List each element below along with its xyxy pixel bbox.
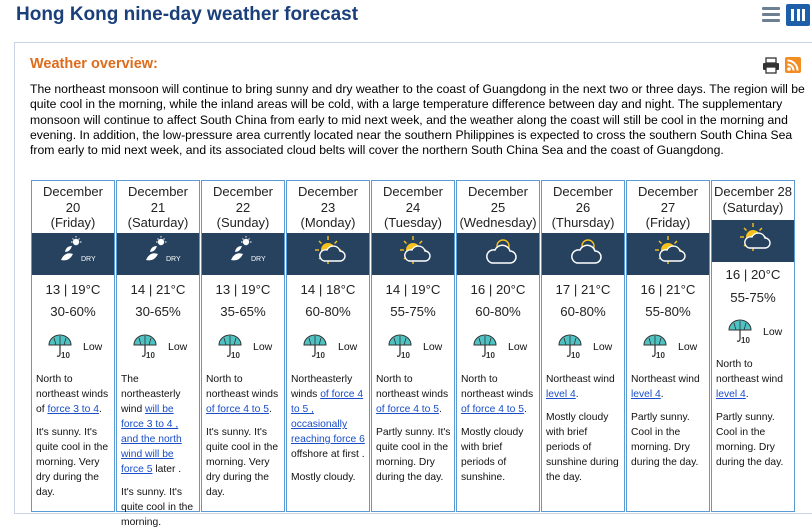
wind-text: The northeasterly wind	[121, 374, 181, 415]
uv-umbrella-icon	[471, 333, 505, 359]
date-weekday: (Thursday)	[551, 215, 615, 230]
humidity-range: 55-75%	[390, 304, 436, 319]
weather-description: Partly sunny. Cool in the morning. Dry during the day.	[716, 412, 784, 468]
wind-force-link[interactable]: of force 4 to 5 , occasionally reaching force 6	[291, 389, 365, 445]
svg-text:10: 10	[486, 351, 495, 360]
svg-text:DRY: DRY	[251, 256, 266, 263]
cloudy-sunny-icon	[542, 233, 624, 275]
sunny-periods-icon	[712, 220, 794, 262]
date-month: December	[383, 184, 443, 199]
sunny-periods-icon	[627, 233, 709, 275]
date-day: 23	[320, 199, 336, 215]
page-title: Hong Kong nine-day weather forecast	[16, 4, 359, 25]
uv-index	[471, 333, 531, 359]
wind-force-link[interactable]: level 4	[631, 389, 661, 400]
sunny-periods-icon	[287, 233, 369, 275]
humidity-range: 55-80%	[645, 304, 691, 319]
weather-icon-band	[117, 233, 199, 275]
weather-description: It's sunny. It's quite cool in the morning. Very dry during the day.	[206, 427, 279, 498]
uv-index	[216, 333, 276, 359]
uv-umbrella-icon	[386, 333, 420, 359]
wind-force-link[interactable]: force 3 to 4	[47, 404, 99, 415]
uv-index	[131, 333, 191, 359]
wind-description	[461, 372, 537, 417]
forecast-day-card	[711, 180, 795, 512]
uv-level-label: Low	[593, 341, 613, 353]
uv-umbrella-icon	[726, 318, 760, 344]
wind-text-suffix: .	[745, 389, 749, 400]
temperature-range: 14 | 19°C	[385, 282, 441, 297]
wind-text-suffix: .	[575, 389, 579, 400]
weather-description: Partly sunny. It's quite cool in the morning. Dry during the day.	[376, 427, 451, 483]
weather-icon-band	[627, 233, 709, 275]
wind-text: North to northeast wind	[716, 359, 783, 385]
day-date	[457, 181, 539, 231]
day-date	[542, 181, 624, 231]
uv-level-label: Low	[83, 341, 103, 353]
wind-description	[546, 372, 622, 402]
uv-umbrella-icon	[301, 333, 335, 359]
day-date	[117, 181, 199, 231]
weather-icon-band	[542, 233, 624, 275]
wind-text: North to northeast winds	[461, 374, 534, 400]
date-weekday: (Saturday)	[722, 199, 784, 215]
date-day: 26	[575, 199, 591, 215]
uv-index	[386, 333, 446, 359]
weather-description: It's sunny. It's quite cool in the morning.	[121, 487, 194, 528]
wind-description	[36, 372, 112, 417]
day-date	[287, 181, 369, 231]
wind-description	[631, 372, 707, 402]
hamburger-menu-icon[interactable]	[762, 7, 780, 22]
sunny-dry-icon	[117, 233, 199, 275]
date-weekday: (Tuesday)	[383, 215, 443, 230]
uv-umbrella-icon	[46, 333, 80, 359]
date-weekday: (Wednesday)	[459, 215, 537, 230]
wind-force-link[interactable]: of force 4 to 5	[461, 404, 524, 415]
date-weekday: (Friday)	[50, 215, 96, 230]
cloudy-sunny-icon	[457, 233, 539, 275]
wind-text-suffix: .	[268, 404, 272, 415]
day-date	[32, 181, 114, 231]
wind-description	[376, 372, 452, 417]
date-month: December	[128, 184, 188, 199]
svg-text:10: 10	[571, 351, 580, 360]
wind-description	[121, 372, 197, 477]
weather-icon-band	[202, 233, 284, 275]
date-month: December 28	[713, 184, 793, 199]
date-weekday: (Sunday)	[216, 215, 270, 230]
weather-icon-band	[712, 220, 794, 262]
wind-text-suffix: later .	[152, 464, 182, 475]
svg-text:DRY: DRY	[81, 256, 96, 263]
wind-description	[291, 372, 367, 462]
uv-umbrella-icon	[556, 333, 590, 359]
date-day: 20	[65, 199, 81, 215]
temperature-range: 16 | 20°C	[725, 267, 781, 282]
date-day: 21	[150, 199, 166, 215]
wind-text-suffix: .	[438, 404, 442, 415]
wind-text: Northeast wind	[631, 374, 700, 385]
forecast-day-card	[541, 180, 625, 512]
svg-text:10: 10	[61, 351, 70, 360]
printer-icon[interactable]	[762, 57, 780, 74]
temperature-range: 13 | 19°C	[45, 282, 101, 297]
svg-text:10: 10	[231, 351, 240, 360]
wind-text: Northeast wind	[546, 374, 615, 385]
weather-description: It's sunny. It's quite cool in the morning. Very dry during the day.	[36, 427, 109, 498]
svg-text:DRY: DRY	[166, 256, 181, 263]
weather-icon-band	[372, 233, 454, 275]
uv-umbrella-icon	[641, 333, 675, 359]
wind-force-link[interactable]: of force 4 to 5	[206, 404, 269, 415]
wind-text-suffix: .	[98, 404, 102, 415]
humidity-range: 30-60%	[50, 304, 96, 319]
uv-index	[46, 333, 106, 359]
overview-title: Weather overview:	[30, 56, 158, 72]
weather-description: Partly sunny. Cool in the morning. Dry during the day.	[631, 412, 699, 468]
temperature-range: 14 | 18°C	[300, 282, 356, 297]
wind-text: Northeasterly winds	[291, 374, 353, 400]
wind-force-link[interactable]: will be force 3 to 4 , and the north wind will be force 5	[121, 404, 182, 475]
wind-text: North to northeast winds of	[36, 374, 109, 415]
date-month: December	[43, 184, 103, 199]
humidity-range: 30-65%	[135, 304, 181, 319]
overview-text: The northeast monsoon will continue to bring sunny and dry weather to the coast of Guangdong in the next two or three days. The region will be quite cool in the morning, while the inland areas will be cold, with a large temperature difference between day and night. The supplementary monsoon will continue to affect South China from early to mid next week, and the weather along the coast will still be cool in the morning and evening. In addition, the low-pressure area currently located near the southern Philippines is expected to cross the southern South China Sea from early to mid next week, and its associated cloud belts will cover the northern South China Sea and the coast of Guangdong.	[30, 82, 805, 158]
date-month: December	[468, 184, 528, 199]
wind-text-suffix: offshore at first .	[291, 449, 365, 460]
wind-force-link[interactable]: level 4	[546, 389, 576, 400]
day-date	[372, 181, 454, 231]
uv-umbrella-icon	[216, 333, 250, 359]
forecast-day-card	[116, 180, 200, 528]
uv-level-label: Low	[338, 341, 358, 353]
svg-text:10: 10	[401, 351, 410, 360]
uv-index	[641, 333, 701, 359]
svg-text:10: 10	[656, 351, 665, 360]
page-header	[0, 0, 811, 32]
uv-level-label: Low	[423, 341, 443, 353]
rss-icon[interactable]	[785, 57, 801, 73]
date-weekday: (Saturday)	[127, 215, 189, 230]
temperature-range: 14 | 21°C	[130, 282, 186, 297]
sunny-dry-icon	[32, 233, 114, 275]
date-day: 27	[660, 199, 676, 215]
humidity-range: 60-80%	[475, 304, 521, 319]
forecast-day-card	[31, 180, 115, 512]
wind-text: North to northeast winds	[376, 374, 449, 400]
svg-text:10: 10	[146, 351, 155, 360]
sunny-periods-icon	[372, 233, 454, 275]
date-month: December	[638, 184, 698, 199]
date-day: 25	[490, 199, 506, 215]
sunny-dry-icon	[202, 233, 284, 275]
uv-index	[726, 318, 786, 344]
wind-text-suffix: .	[523, 404, 527, 415]
uv-level-label: Low	[763, 326, 783, 338]
svg-text:10: 10	[741, 336, 750, 345]
date-day: 22	[235, 199, 251, 215]
date-weekday: (Monday)	[300, 215, 356, 230]
wind-force-link[interactable]: of force 4 to 5	[376, 404, 439, 415]
forecast-day-card	[456, 180, 540, 512]
wind-description	[206, 372, 282, 417]
date-month: December	[298, 184, 358, 199]
forecast-day-card	[626, 180, 710, 512]
forecast-day-card	[286, 180, 370, 512]
weather-description: Mostly cloudy with brief periods of sunshine.	[461, 427, 524, 483]
uv-umbrella-icon	[131, 333, 165, 359]
uv-level-label: Low	[253, 341, 273, 353]
uv-index	[301, 333, 361, 359]
weather-description: Mostly cloudy.	[291, 472, 356, 483]
column-view-icon[interactable]	[786, 4, 810, 26]
weather-icon-band	[457, 233, 539, 275]
wind-text-suffix: .	[660, 389, 664, 400]
forecast-day-card	[371, 180, 455, 512]
day-date	[202, 181, 284, 231]
date-weekday: (Friday)	[645, 215, 691, 230]
temperature-range: 13 | 19°C	[215, 282, 271, 297]
humidity-range: 60-80%	[305, 304, 351, 319]
svg-text:10: 10	[316, 351, 325, 360]
temperature-range: 16 | 21°C	[640, 282, 696, 297]
uv-index	[556, 333, 616, 359]
day-date	[627, 181, 709, 231]
humidity-range: 55-75%	[730, 290, 776, 305]
weather-description: Mostly cloudy with brief periods of sunshine during the day.	[546, 412, 619, 483]
weather-icon-band	[287, 233, 369, 275]
date-day: 24	[405, 199, 421, 215]
humidity-range: 35-65%	[220, 304, 266, 319]
day-date	[712, 181, 794, 215]
uv-level-label: Low	[168, 341, 188, 353]
wind-force-link[interactable]: level 4	[716, 389, 746, 400]
humidity-range: 60-80%	[560, 304, 606, 319]
forecast-day-card	[201, 180, 285, 512]
date-month: December	[213, 184, 273, 199]
uv-level-label: Low	[678, 341, 698, 353]
weather-icon-band	[32, 233, 114, 275]
wind-text: North to northeast winds	[206, 374, 279, 400]
uv-level-label: Low	[508, 341, 528, 353]
wind-description	[716, 357, 792, 402]
temperature-range: 17 | 21°C	[555, 282, 611, 297]
date-month: December	[553, 184, 613, 199]
temperature-range: 16 | 20°C	[470, 282, 526, 297]
